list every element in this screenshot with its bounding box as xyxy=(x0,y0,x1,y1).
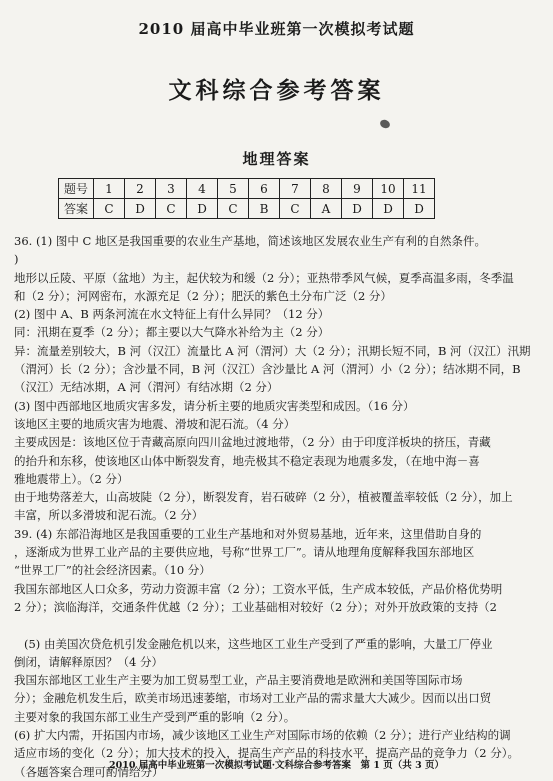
text-line: 异：流量差别较大，B 河（汉江）流量比 A 河（渭河）大（2 分）；汛期长短不同，B 河（汉江）汛期 xyxy=(14,343,531,358)
text-line: 雅地震带上）。（2 分） xyxy=(14,471,129,486)
text-line: 适应市场的变化（2 分）；加大技术的投入，提高生产产品的科技水平，提高产品的竞争力（2 分）。 xyxy=(14,746,519,761)
text-line: 分）；金融危机发生后，欧美市场迅速萎缩，市场对工业产品的需求量大大减少。因而以出口贸 xyxy=(14,691,492,706)
table-cell: 题号 xyxy=(59,179,94,199)
table-cell: 9 xyxy=(342,179,373,199)
table-cell: C xyxy=(280,199,311,219)
answer-table xyxy=(58,178,435,219)
table-cell: 1 xyxy=(94,179,125,199)
text-line: 地形以丘陵、平原（盆地）为主，起伏较为和缓（2 分）；亚热带季风气候，夏季高温多雨，冬季温 xyxy=(14,270,514,285)
text-line: 主要成因是：该地区位于青藏高原向四川盆地过渡地带，（2 分）由于印度洋板块的挤压，青藏 xyxy=(14,435,491,450)
table-cell: 2 xyxy=(125,179,156,199)
blank-line xyxy=(14,616,544,634)
question-line: 39. (4) 东部沿海地区是我国重要的工业生产基地和对外贸易基地，近年来，这里借助自身的 xyxy=(14,526,482,541)
text-line: 我国东部地区工业生产主要为加工贸易型工业，产品主要消费地是欧洲和美国等国际市场 xyxy=(14,673,463,688)
table-cell: 3 xyxy=(156,179,187,199)
text-line: 我国东部地区人口众多，劳动力资源丰富（2 分）；工资水平低，生产成本较低，产品价格优势明 xyxy=(14,581,503,596)
text-line: 2 分）；滨临海洋，交通条件优越（2 分）；工业基础相对较好（2 分）；对外开放政策的支持（2 xyxy=(14,599,497,614)
table-cell: D xyxy=(342,199,373,219)
table-cell: C xyxy=(218,199,249,219)
question-line: 36. (1) 图中 C 地区是我国重要的农业生产基地，简述该地区发展农业生产有利的自然条件。 xyxy=(14,234,486,248)
exam-title: 2010 届高中毕业班第一次模拟考试题 xyxy=(138,20,415,38)
table-cell: 4 xyxy=(187,179,218,199)
text-line: 主要对象的我国东部工业生产受到严重的影响（2 分）。 xyxy=(14,709,296,724)
answer-row xyxy=(59,199,435,219)
table-cell: 7 xyxy=(280,179,311,199)
text-line: ) xyxy=(14,252,19,267)
table-cell: A xyxy=(311,199,342,219)
table-cell: D xyxy=(404,199,435,219)
question-number-row xyxy=(59,179,435,199)
text-line: 该地区主要的地质灾害为地震、滑坡和泥石流。（4 分） xyxy=(14,416,296,431)
table-cell: C xyxy=(94,199,125,219)
table-cell: 10 xyxy=(373,179,404,199)
table-cell: 答案 xyxy=(59,199,94,219)
section-title: 地理答案 xyxy=(242,150,311,168)
document-title: 文科综合参考答案 xyxy=(168,77,385,104)
table-cell: B xyxy=(249,199,280,219)
ink-smudge xyxy=(379,118,391,129)
table-cell: D xyxy=(125,199,156,219)
text-line: 同：汛期在夏季（2 分）；都主要以大气降水补给为主（2 分） xyxy=(14,325,330,340)
table-cell: 11 xyxy=(404,179,435,199)
table-cell: 5 xyxy=(218,179,249,199)
table-cell: 6 xyxy=(249,179,280,199)
text-line: 的抬升和东移，使该地区山体中断裂发育，地壳极其不稳定表现为地震多发，（在地中海－喜 xyxy=(14,453,480,468)
text-line: 和（2 分）；河网密布，水源充足（2 分）；肥沃的紫色土分布广泛（2 分） xyxy=(14,288,392,303)
table-cell: D xyxy=(187,199,218,219)
question-line: (2) 图中 A、B 两条河流在水文特征上有什么异同？（12 分） xyxy=(14,307,330,322)
table-cell: C xyxy=(156,199,187,219)
page-footer: 2010 届高中毕业班第一次模拟考试题·文科综合参考答案 第 1 页（共 3 页） xyxy=(108,760,444,771)
text-line: ，逐渐成为世界工业产品的主要供应地，号称“世界工厂”。请从地理角度解释我国东部地区 xyxy=(14,545,475,560)
text-line: 由于地势落差大，山高坡陡（2 分），断裂发育，岩石破碎（2 分），植被覆盖率较低（2 分），加上 xyxy=(14,490,513,505)
question-line: (6) 扩大内需，开拓国内市场，减少该地区工业生产对国际市场的依赖（2 分）；进行产业结构的调 xyxy=(14,728,511,743)
text-line: （各题答案合理可酌情给分） xyxy=(14,764,164,779)
question-line: (3) 图中西部地区地质灾害多发，请分析主要的地质灾害类型和成因。（16 分） xyxy=(14,398,415,413)
table-cell: D xyxy=(373,199,404,219)
answer-body xyxy=(14,232,544,781)
text-line: “世界工厂”的社会经济因素。（10 分） xyxy=(14,563,211,578)
text-line: 倒闭，请解释原因？（4 分） xyxy=(14,654,163,669)
text-line: （汉江）无结冰期，A 河（渭河）有结冰期（2 分） xyxy=(14,380,279,395)
text-line: 丰富，所以多滑坡和泥石流。（2 分） xyxy=(14,508,204,523)
question-line: (5) 由美国次贷危机引发金融危机以来，这些地区工业生产受到了严重的影响，大量工厂停业 xyxy=(24,636,493,651)
table-cell: 8 xyxy=(311,179,342,199)
text-line: （渭河）长（2 分）；含沙量不同，B 河（汉江）含沙量比 A 河（渭河）小（2 分）；结冰期不同，B xyxy=(14,362,521,377)
